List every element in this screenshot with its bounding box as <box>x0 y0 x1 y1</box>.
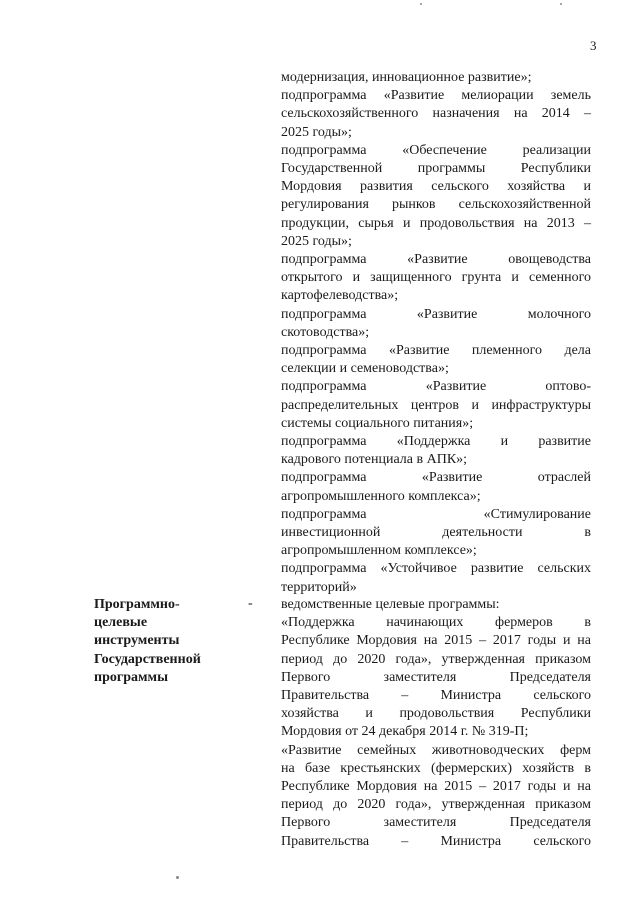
subprogram-line: подпрограмма «Обеспечение реализации <box>281 142 591 158</box>
instrument-line: «Поддержка начинающих фермеров в <box>281 615 591 631</box>
subprogram-list <box>281 69 591 597</box>
subprogram-line: модернизация, инновационное развитие»; <box>281 70 532 85</box>
subprogram-line: подпрограмма «Развитие овощеводства <box>281 252 591 268</box>
instruments-list <box>281 596 591 851</box>
subprogram-line: подпрограмма «Поддержка и развитие <box>281 434 591 450</box>
label-line: инструменты <box>94 633 180 649</box>
subprogram-line: Мордовия развития сельского хозяйства и <box>281 179 591 195</box>
label-line: целевые <box>94 615 148 631</box>
subprogram-line: регулирования рынков сельскохозяйственной <box>281 197 591 213</box>
subprogram-line: открытого и защищенного грунта и семенного <box>281 270 591 286</box>
instruments-label <box>94 596 201 687</box>
instrument-line: ведомственные целевые программы: <box>281 597 500 612</box>
subprogram-line: 2025 годы»; <box>281 124 352 140</box>
subprogram-line: инвестиционной деятельности в <box>281 525 591 541</box>
subprogram-line: агропромышленного комплекса»; <box>281 488 481 504</box>
subprogram-line: картофелеводства»; <box>281 288 399 304</box>
page-number: 3 <box>590 38 597 53</box>
scan-artifact <box>176 876 179 879</box>
label-line: программы <box>94 669 168 685</box>
subprogram-line: скотоводства»; <box>281 324 370 340</box>
instrument-line: Правительства – Министра сельского <box>281 688 591 704</box>
instrument-line: Первого заместителя Председателя <box>281 815 591 831</box>
subprogram-line: подпрограмма «Развитие молочного <box>281 306 591 322</box>
instrument-line: на базе крестьянских (фермерских) хозяйств в <box>281 760 591 776</box>
instrument-line: Первого заместителя Председателя <box>281 669 591 685</box>
subprogram-line: продукции, сырья и продовольствия на 2013 – <box>281 215 591 231</box>
subprogram-line: агропромышленном комплексе»; <box>281 543 477 559</box>
subprogram-line: подпрограмма «Устойчивое развитие сельских <box>281 561 591 577</box>
subprogram-line: территорий» <box>281 579 357 595</box>
subprogram-line: сельскохозяйственного назначения на 2014 – <box>281 106 591 122</box>
scan-artifact <box>560 3 562 5</box>
label-dash: - <box>248 596 253 611</box>
instrument-line: Правительства – Министра сельского <box>281 833 591 849</box>
label-line: Государственной <box>94 651 201 667</box>
subprogram-line: Государственной программы Республики <box>281 161 591 177</box>
subprogram-line: подпрограмма «Развитие оптово- <box>281 379 591 395</box>
subprogram-line: распределительных центров и инфраструктуры <box>281 397 591 413</box>
instrument-line: хозяйства и продовольствия Республики <box>281 706 591 722</box>
subprogram-line: подпрограмма «Развитие племенного дела <box>281 343 591 359</box>
subprogram-line: подпрограмма «Стимулирование <box>281 506 591 522</box>
scan-artifact <box>420 3 422 5</box>
subprogram-line: селекции и семеноводства»; <box>281 361 449 377</box>
label-line: Программно- <box>94 597 180 612</box>
subprogram-line: подпрограмма «Развитие мелиорации земель <box>281 88 591 104</box>
subprogram-line: кадрового потенциала в АПК»; <box>281 452 468 468</box>
instrument-line: период до 2020 года», утвержденная приказом <box>281 797 591 813</box>
instrument-line: «Развитие семейных животноводческих ферм <box>281 742 591 758</box>
instrument-line: период до 2020 года», утвержденная приказом <box>281 651 591 667</box>
instrument-line: Республике Мордовия на 2015 – 2017 годы и на <box>281 633 591 649</box>
subprogram-line: 2025 годы»; <box>281 233 352 249</box>
subprogram-line: системы социального питания»; <box>281 415 474 431</box>
instrument-line: Мордовия от 24 декабря 2014 г. № 319-П; <box>281 724 529 740</box>
subprogram-line: подпрограмма «Развитие отраслей <box>281 470 591 486</box>
instrument-line: Республике Мордовия на 2015 – 2017 годы и на <box>281 779 591 795</box>
